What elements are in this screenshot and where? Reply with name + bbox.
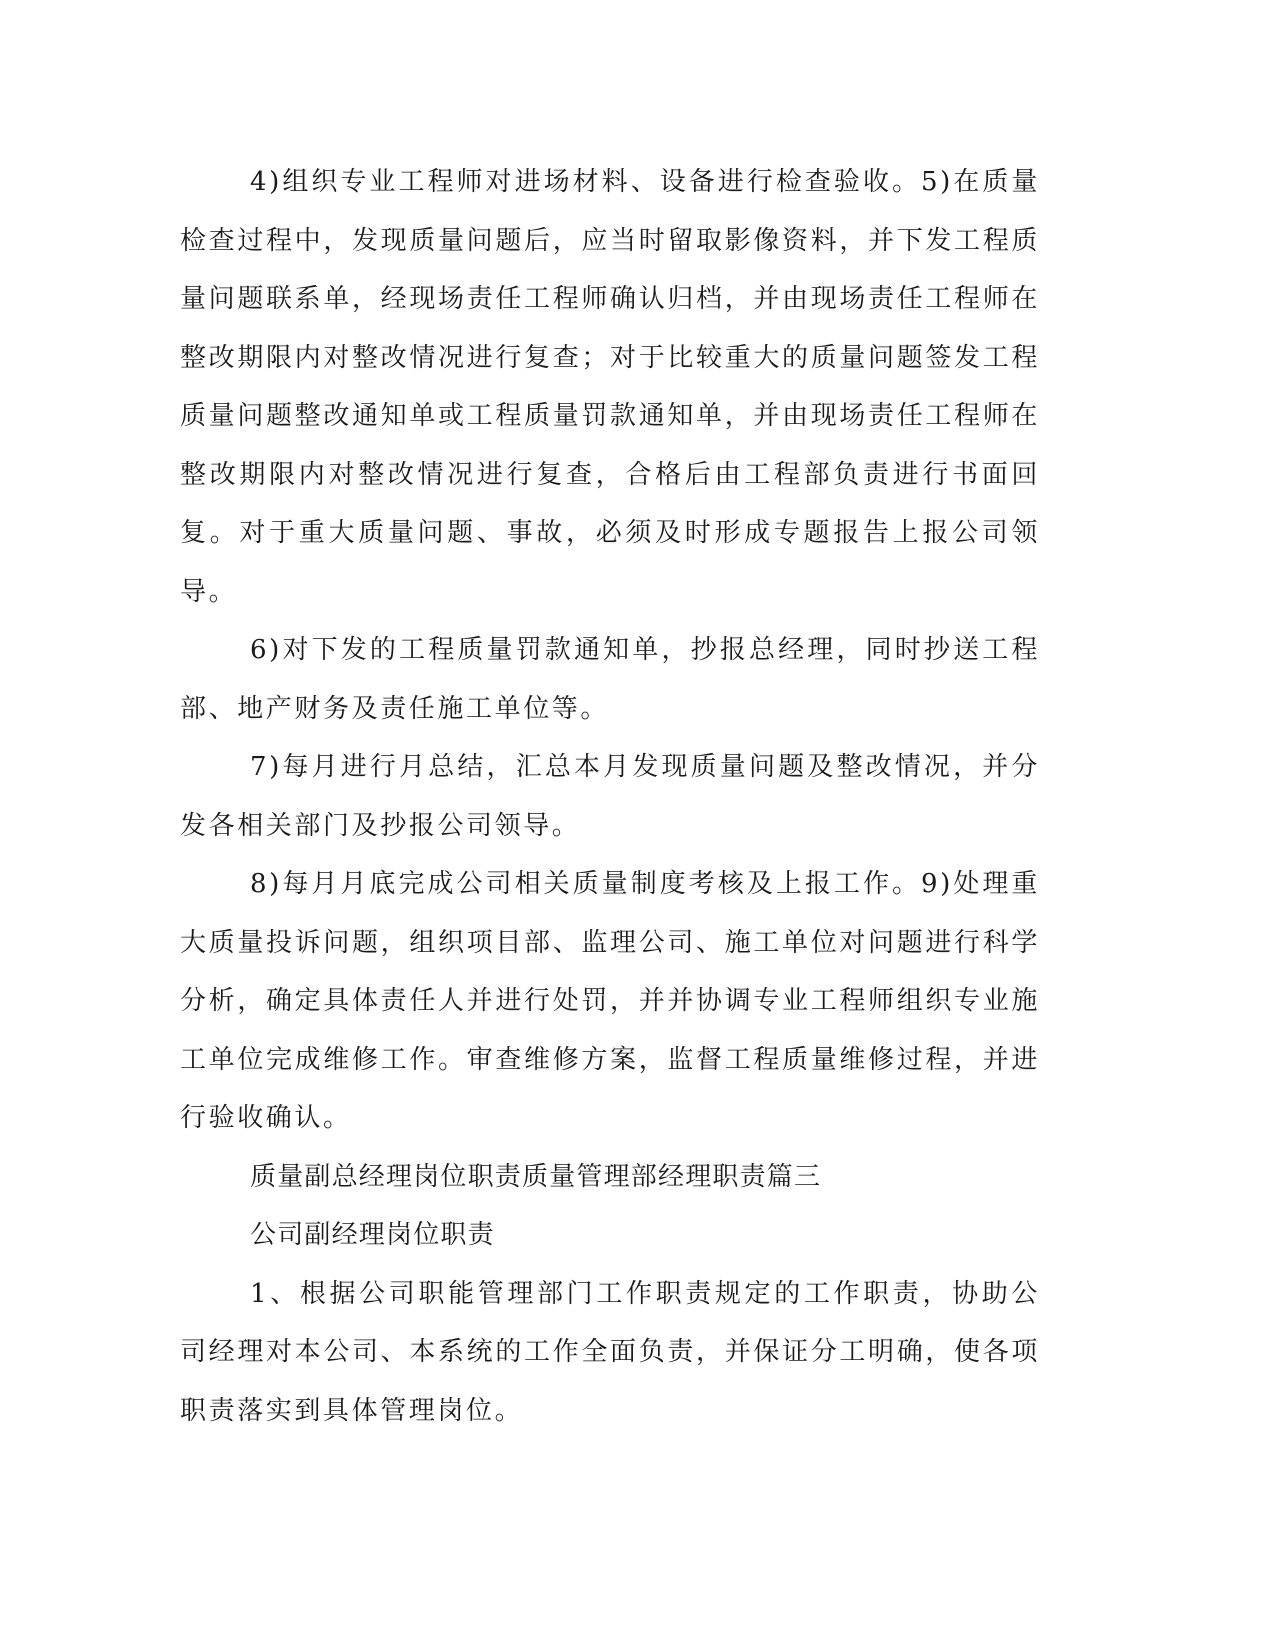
section-title: 质量副总经理岗位职责质量管理部经理职责篇三 <box>250 1161 822 1192</box>
document-body <box>180 153 1040 1440</box>
paragraph-item-6: 6)对下发的工程质量罚款通知单，抄报总经理，同时抄送工程部、地产财务及责任施工单位等。 <box>180 635 1040 724</box>
section-subtitle: 公司副经理岗位职责 <box>250 1220 495 1250</box>
paragraph-item-7: 7)每月进行月总结，汇总本月发现质量问题及整改情况，并分发各相关部门及抄报公司领导。 <box>180 752 1040 841</box>
paragraph-item-4-5: 4)组织专业工程师对进场材料、设备进行检查验收。5)在质量检查过程中，发现质量问题后，应当时留取影像资料，并下发工程质量问题联系单，经现场责任工程师确认归档，并由现场责任工程师在整改期限内对整改情况进行复查；对于比较重大的质量问题签发工程质量问题整改通知单或工程质量罚款通知单，并由现场责任工程师在整改期限内对整改情况进行复查，合格后由工程部负责进行书面回复。对于重大质量问题、事故，必须及时形成专题报告上报公司领导。 <box>180 167 1040 607</box>
paragraph-item-8-9: 8)每月月底完成公司相关质量制度考核及上报工作。9)处理重大质量投诉问题，组织项目部、监理公司、施工单位对问题进行科学分析，确定具体责任人并进行处罚，并并协调专业工程师组织专业施工单位完成维修工作。审查维修方案，监督工程质量维修过程，并进行验收确认。 <box>180 869 1040 1133</box>
paragraph-item-1: 1、根据公司职能管理部门工作职责规定的工作职责，协助公司经理对本公司、本系统的工作全面负责，并保证分工明确，使各项职责落实到具体管理岗位。 <box>180 1278 1040 1426</box>
